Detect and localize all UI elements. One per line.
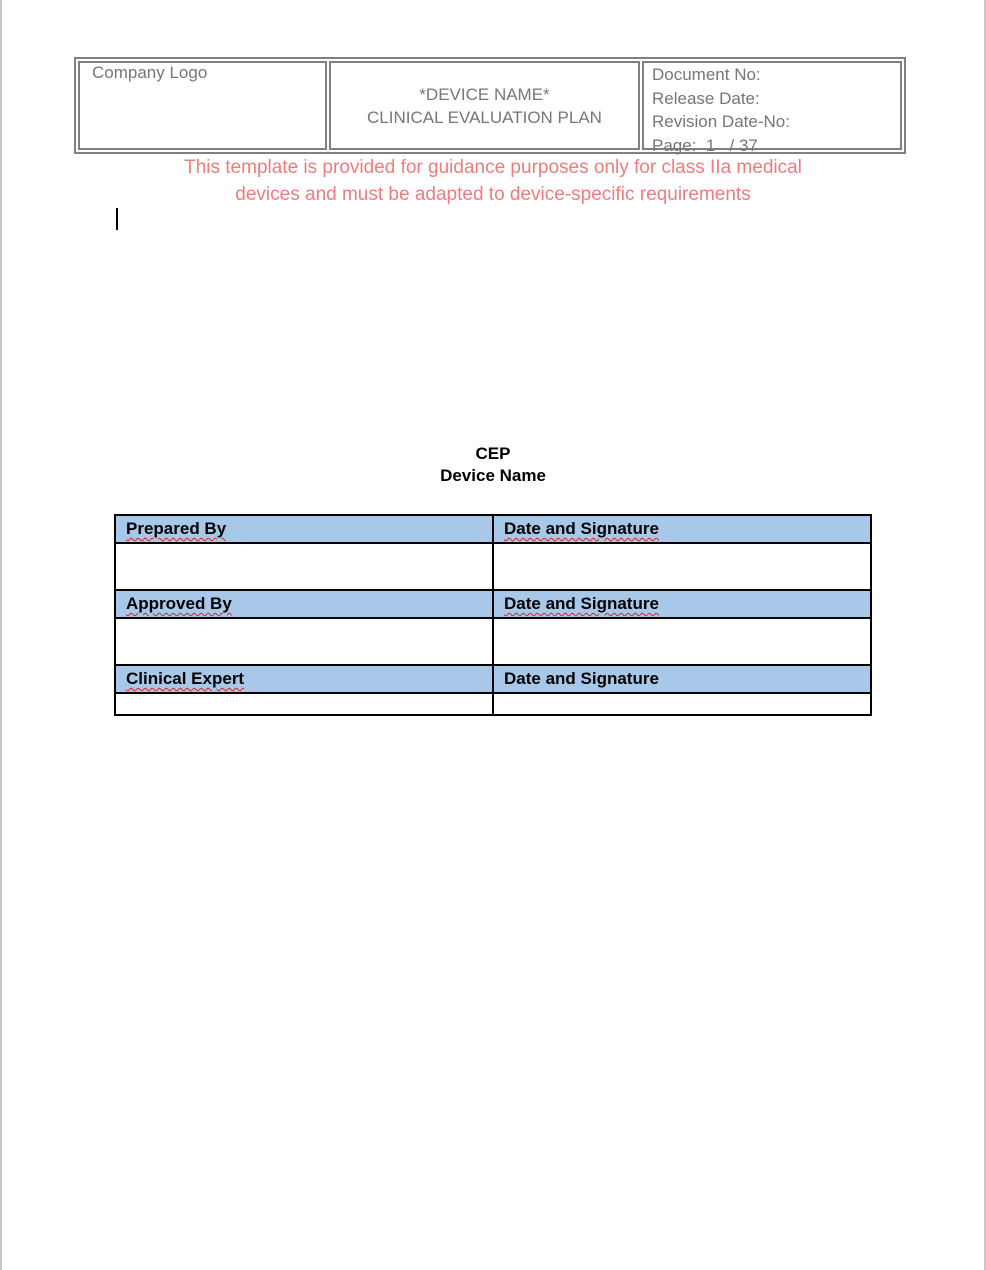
signature-input-row bbox=[115, 618, 871, 665]
signature-input-row bbox=[115, 543, 871, 590]
page-number: Page: 1 / 37 bbox=[652, 135, 758, 155]
role-label: Clinical Expert bbox=[126, 669, 245, 688]
revision-label: Revision Date-No: bbox=[652, 112, 790, 131]
signature-input-row bbox=[115, 693, 871, 715]
role-header-cell[interactable] bbox=[115, 590, 493, 618]
date-signature-label: Date and Signature bbox=[504, 669, 659, 688]
cover-subtitle: Device Name bbox=[440, 466, 546, 485]
role-header-cell[interactable] bbox=[115, 515, 493, 543]
document-header-table bbox=[74, 57, 906, 154]
text-cursor bbox=[116, 208, 118, 230]
disclaimer-text bbox=[100, 154, 886, 208]
role-label: Prepared By bbox=[126, 519, 227, 538]
role-label: Approved By bbox=[126, 594, 232, 613]
company-logo-label: Company Logo bbox=[92, 63, 208, 82]
document-meta-cell[interactable] bbox=[642, 61, 902, 155]
release-date-label: Release Date: bbox=[652, 88, 760, 108]
disclaimer-line-1: This template is provided for guidance purposes only for class IIa medical bbox=[184, 157, 802, 178]
disclaimer-line-2: devices and must be adapted to device-specific requirements bbox=[235, 184, 751, 205]
device-name-placeholder: *DEVICE NAME* bbox=[419, 84, 550, 104]
document-title-cell[interactable] bbox=[329, 61, 640, 150]
signature-table bbox=[114, 514, 872, 716]
company-logo-cell[interactable] bbox=[78, 61, 327, 150]
clinical-expert-field[interactable] bbox=[115, 693, 493, 715]
signature-header-row bbox=[115, 590, 871, 618]
cover-title: CEP bbox=[475, 444, 511, 463]
document-type: CLINICAL EVALUATION PLAN bbox=[367, 107, 602, 127]
approved-by-field[interactable] bbox=[115, 618, 493, 665]
date-signature-label: Date and Signature bbox=[504, 519, 659, 538]
page-edge-left bbox=[0, 0, 2, 1270]
signature-header-row bbox=[115, 515, 871, 543]
prepared-date-signature-field[interactable] bbox=[493, 543, 871, 590]
date-signature-label: Date and Signature bbox=[504, 594, 659, 613]
clinical-expert-date-signature-field[interactable] bbox=[493, 693, 871, 715]
approved-date-signature-field[interactable] bbox=[493, 618, 871, 665]
prepared-by-field[interactable] bbox=[115, 543, 493, 590]
role-header-cell[interactable] bbox=[115, 665, 493, 693]
date-header-cell[interactable] bbox=[493, 515, 871, 543]
date-header-cell[interactable] bbox=[493, 590, 871, 618]
date-header-cell[interactable] bbox=[493, 665, 871, 693]
document-no-label: Document No: bbox=[652, 65, 761, 84]
signature-header-row bbox=[115, 665, 871, 693]
